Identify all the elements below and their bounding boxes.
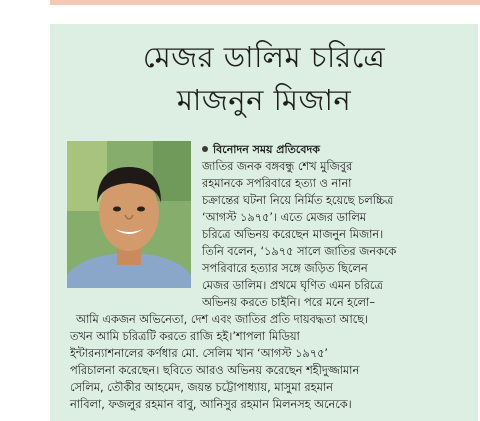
paragraph-line: চরিত্রে অভিনয় করেছেন মাজনুন মিজান। bbox=[202, 228, 384, 241]
paragraph-line: পরিচালনা করেছেন। ছবিতে আরও অভিনয় করেছেন শহীদুজ্জামান bbox=[70, 364, 360, 377]
paragraph-line: ইন্টারন্যাশনালের কর্ণধার মো. সেলিম খান ‘আগস্ট ১৯৭৫’ bbox=[70, 347, 329, 360]
paragraph-line: তখন আমি চরিত্রটি করতে রাজি হই।’শাপলা মিডিয়া bbox=[70, 330, 300, 343]
byline bbox=[202, 142, 320, 158]
portrait-image bbox=[67, 141, 191, 288]
portrait-photo bbox=[67, 141, 191, 288]
paragraph-line: আমি একজন অভিনেতা, দেশ এবং জাতির প্রতি দায়বদ্ধতা আছে। bbox=[76, 313, 369, 326]
paragraph-line: সপরিবারে হত্যার সঙ্গে জড়িত ছিলেন bbox=[202, 262, 368, 275]
paragraph-line: নাবিলা, ফজলুর রহমান বাবু, আনিসুর রহমান মিলনসহ অনেকে। bbox=[70, 398, 352, 411]
bullet-icon bbox=[202, 146, 208, 152]
byline-text: বিনোদন সময় প্রতিবেদক bbox=[213, 143, 320, 156]
paragraph-line: চক্রান্তের ঘটনা নিয়ে নির্মিত হয়েছে চলচ্চিত্র bbox=[202, 194, 394, 207]
paragraph-line: মেজর ডালিম। প্রথমে ঘৃণিত এমন চরিত্রে bbox=[202, 279, 383, 292]
paragraph-line: সেলিম, তৌকীর আহমেদ, জয়ন্ত চট্টোপাধ্যায়, মাসুমা রহমান bbox=[70, 381, 333, 394]
headline-line-1: মেজর ডালিম চরিত্রে bbox=[142, 40, 386, 74]
article-card bbox=[50, 24, 478, 421]
paragraph-line: ‘আগস্ট ১৯৭৫’। এতে মেজর ডালিম bbox=[202, 211, 367, 224]
paragraph-line: অভিনয় করতে চাইনি। পরে মনে হলো– bbox=[202, 296, 375, 309]
top-color-band bbox=[50, 0, 480, 5]
article-headline bbox=[50, 36, 478, 122]
paragraph-line: রহমানকে সপরিবারে হত্যা ও নানা bbox=[202, 177, 352, 190]
paragraph-line: তিনি বলেন, ‘১৯৭৫ সালে জাতির জনককে bbox=[202, 245, 397, 258]
paragraph-line: জাতির জনক বঙ্গবন্ধু শেখ মুজিবুর bbox=[202, 160, 353, 173]
headline-line-2: মাজনুন মিজান bbox=[176, 83, 352, 117]
